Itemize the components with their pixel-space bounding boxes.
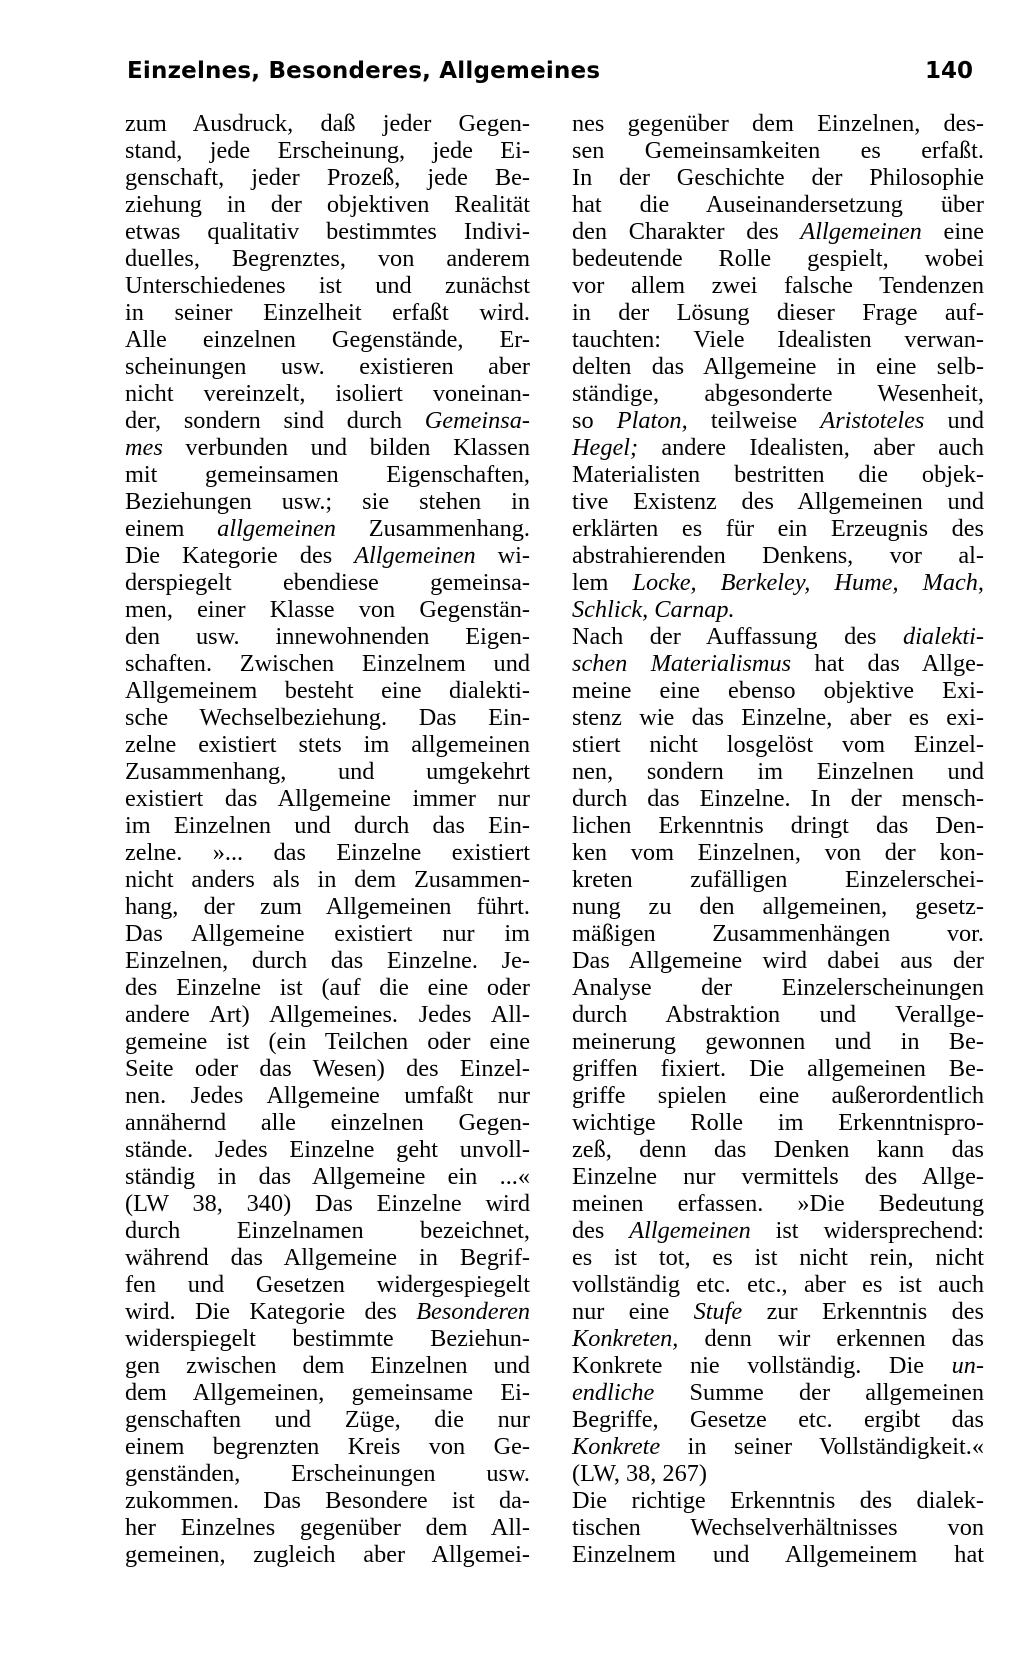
text-line	[572, 1055, 984, 1082]
text-run: nung zu den allgemeinen, gesetz-	[572, 893, 984, 920]
italic-term: Locke, Berkeley, Hume, Mach,	[632, 569, 984, 596]
text-line	[572, 893, 984, 920]
text-line	[572, 542, 984, 569]
text-line	[125, 650, 530, 677]
text-run: Nach der Auffassung des	[572, 623, 904, 650]
text-line	[125, 326, 530, 353]
text-line	[572, 920, 984, 947]
text-run: gen zwischen dem Einzelnen und	[125, 1352, 530, 1379]
text-run: Die Kategorie des	[125, 542, 355, 569]
text-line	[125, 1244, 530, 1271]
text-run: (LW 38, 340) Das Einzelne wird	[125, 1190, 530, 1217]
text-line	[572, 1487, 984, 1514]
text-run: etwas qualitativ bestimmtes Indivi-	[125, 218, 530, 245]
text-line	[125, 110, 530, 137]
text-line	[572, 569, 984, 596]
text-run: annähernd alle einzelnen Gegen-	[125, 1109, 530, 1136]
text-line	[572, 1082, 984, 1109]
text-line	[125, 920, 530, 947]
text-run: hat die Auseinandersetzung über	[572, 191, 984, 218]
text-run: widerspiegelt bestimmte Beziehun-	[125, 1325, 530, 1352]
text-line	[572, 731, 984, 758]
text-run: (LW, 38, 267)	[572, 1460, 707, 1487]
text-run: teilweise	[687, 407, 821, 434]
text-line	[125, 677, 530, 704]
text-run: sen Gemeinsamkeiten es erfaßt.	[572, 137, 984, 164]
text-run: Analyse der Einzelerscheinungen	[572, 974, 984, 1001]
text-run: ziehung in der objektiven Realität	[125, 191, 530, 218]
italic-term: Konkreten,	[572, 1325, 679, 1352]
text-run: nicht vereinzelt, isoliert voneinan-	[125, 380, 530, 407]
text-run: in seiner Einzelheit erfaßt wird.	[125, 299, 530, 326]
text-line	[125, 893, 530, 920]
text-run: andere Art) Allgemeines. Jedes All-	[125, 1001, 530, 1028]
text-line	[572, 1271, 984, 1298]
text-line	[572, 110, 984, 137]
text-run: der, sondern sind durch	[125, 407, 425, 434]
text-line	[572, 947, 984, 974]
text-run: den usw. innewohnenden Eigen-	[125, 623, 530, 650]
text-column-right	[572, 110, 984, 1568]
text-run: meinen erfassen. »Die Bedeutung	[572, 1190, 984, 1217]
text-run: gemeine ist (ein Teilchen oder eine	[125, 1028, 530, 1055]
text-line	[125, 1460, 530, 1487]
text-line	[572, 461, 984, 488]
text-line	[572, 326, 984, 353]
text-line	[572, 488, 984, 515]
text-line	[125, 164, 530, 191]
italic-term: schen Materialismus	[572, 650, 792, 677]
text-line	[125, 218, 530, 245]
text-line	[572, 407, 984, 434]
text-line	[125, 191, 530, 218]
text-run: derspiegelt ebendiese gemeinsa-	[125, 569, 530, 596]
text-run: ständig in das Allgemeine ein ...«	[125, 1163, 530, 1190]
text-line	[572, 758, 984, 785]
text-line	[572, 677, 984, 704]
italic-term: un-	[951, 1352, 984, 1379]
text-run: während das Allgemeine in Begrif-	[125, 1244, 530, 1271]
text-run: Begriffe, Gesetze etc. ergibt das	[572, 1406, 984, 1433]
text-line	[572, 137, 984, 164]
text-line	[572, 434, 984, 461]
text-run: Einzelne nur vermittels des Allge-	[572, 1163, 984, 1190]
text-line	[125, 758, 530, 785]
text-run: und	[924, 407, 984, 434]
italic-term: Allgemeinen	[354, 542, 476, 569]
text-run: durch Abstraktion und Verallge-	[572, 1001, 984, 1028]
text-line	[572, 299, 984, 326]
text-run: sche Wechselbeziehung. Das Ein-	[125, 704, 530, 731]
italic-term: Hegel;	[572, 434, 639, 461]
text-column-left	[125, 110, 530, 1568]
text-run: ständige, abgesonderte Wesenheit,	[572, 380, 984, 407]
text-run: Das Allgemeine existiert nur im	[125, 920, 530, 947]
text-line	[125, 947, 530, 974]
text-line	[125, 299, 530, 326]
italic-term: Aristoteles	[820, 407, 925, 434]
text-run: Zusammenhang.	[335, 515, 530, 542]
text-run: nicht anders als in dem Zusammen-	[125, 866, 530, 893]
text-line	[572, 1298, 984, 1325]
text-run: des	[572, 1217, 630, 1244]
text-run: in der Lösung dieser Frage auf-	[572, 299, 984, 326]
text-run: so	[572, 407, 617, 434]
text-line	[125, 1541, 530, 1568]
text-run: duelles, Begrenztes, von anderem	[125, 245, 530, 272]
text-line	[572, 1001, 984, 1028]
text-line	[125, 866, 530, 893]
text-run: men, einer Klasse von Gegenstän-	[125, 596, 530, 623]
text-run: nen, sondern im Einzelnen und	[572, 758, 984, 785]
text-line	[572, 974, 984, 1001]
text-run: andere Idealisten, aber auch	[638, 434, 984, 461]
italic-term: Stufe	[693, 1298, 743, 1325]
text-run: lem	[572, 569, 633, 596]
italic-term: Platon,	[616, 407, 688, 434]
text-line	[125, 1055, 530, 1082]
page-number: 140	[925, 58, 974, 84]
text-run: durch Einzelnamen bezeichnet,	[125, 1217, 530, 1244]
text-run: existiert das Allgemeine immer nur	[125, 785, 530, 812]
text-run: genständen, Erscheinungen usw.	[125, 1460, 530, 1487]
italic-term: Schlick, Carnap.	[572, 596, 735, 623]
text-line	[125, 1001, 530, 1028]
text-run: im Einzelnen und durch das Ein-	[125, 812, 530, 839]
text-line	[125, 245, 530, 272]
text-line	[125, 731, 530, 758]
text-line	[125, 1028, 530, 1055]
text-line	[572, 650, 984, 677]
text-run: vor allem zwei falsche Tendenzen	[572, 272, 984, 299]
text-line	[572, 218, 984, 245]
text-run: nes gegenüber dem Einzelnen, des-	[572, 110, 984, 137]
text-run: Allgemeinem besteht eine dialekti-	[125, 677, 530, 704]
text-line	[125, 1379, 530, 1406]
text-run: dem Allgemeinen, gemeinsame Ei-	[125, 1379, 530, 1406]
text-line	[125, 1406, 530, 1433]
text-run: ist widersprechend:	[750, 1217, 985, 1244]
text-line	[125, 1325, 530, 1352]
text-run: Summe der allgemeinen	[654, 1379, 984, 1406]
text-line	[572, 1028, 984, 1055]
text-line	[572, 1541, 984, 1568]
text-run: zum Ausdruck, daß jeder Gegen-	[125, 110, 530, 137]
text-run: Konkrete nie vollständig. Die	[572, 1352, 952, 1379]
text-line	[125, 1487, 530, 1514]
text-line	[125, 1217, 530, 1244]
text-line	[125, 1352, 530, 1379]
text-run: zeß, denn das Denken kann das	[572, 1136, 984, 1163]
text-line	[572, 785, 984, 812]
text-run: vollständig etc. etc., aber es ist auch	[572, 1271, 984, 1298]
text-run: Alle einzelnen Gegenstände, Er-	[125, 326, 530, 353]
italic-term: endliche	[572, 1379, 655, 1406]
text-line	[572, 272, 984, 299]
text-line	[572, 1109, 984, 1136]
text-run: In der Geschichte der Philosophie	[572, 164, 984, 191]
text-line	[572, 866, 984, 893]
text-line	[572, 164, 984, 191]
text-line	[125, 407, 530, 434]
text-run: scheinungen usw. existieren aber	[125, 353, 530, 380]
text-run: eine	[921, 218, 985, 245]
text-run: gemeinen, zugleich aber Allgemei-	[125, 1541, 530, 1568]
text-line	[572, 191, 984, 218]
italic-term: Gemeinsa-	[424, 407, 530, 434]
text-run: hat das Allge-	[791, 650, 984, 677]
italic-term: Besonderen	[416, 1298, 530, 1325]
text-line	[125, 623, 530, 650]
text-run: zur Erkenntnis des	[742, 1298, 984, 1325]
text-line	[572, 245, 984, 272]
text-run: zukommen. Das Besondere ist da-	[125, 1487, 530, 1514]
text-run: Das Allgemeine wird dabei aus der	[572, 947, 984, 974]
text-line	[572, 1190, 984, 1217]
text-line	[572, 1136, 984, 1163]
text-line	[572, 839, 984, 866]
text-line	[572, 515, 984, 542]
text-line	[125, 704, 530, 731]
text-line	[572, 623, 984, 650]
text-line	[572, 380, 984, 407]
italic-term: Allgemeinen	[800, 218, 922, 245]
text-run: stenz wie das Einzelne, aber es exi-	[572, 704, 984, 731]
text-line	[125, 1298, 530, 1325]
text-line	[572, 1325, 984, 1352]
text-run: es ist tot, es ist nicht rein, nicht	[572, 1244, 984, 1271]
text-line	[572, 1433, 984, 1460]
text-run: ken vom Einzelnen, von der kon-	[572, 839, 984, 866]
text-line	[125, 1514, 530, 1541]
text-run: genschaften und Züge, die nur	[125, 1406, 530, 1433]
text-line	[125, 434, 530, 461]
text-run: mäßigen Zusammenhängen vor.	[572, 920, 984, 947]
italic-term: Konkrete	[572, 1433, 661, 1460]
italic-term: Allgemeinen	[629, 1217, 751, 1244]
italic-term: dialekti-	[903, 623, 984, 650]
text-run: fen und Gesetzen widergespiegelt	[125, 1271, 530, 1298]
text-run: Zusammenhang, und umgekehrt	[125, 758, 530, 785]
text-line	[125, 812, 530, 839]
text-run: verbunden und bilden Klassen	[162, 434, 530, 461]
text-line	[125, 785, 530, 812]
text-run: wi-	[475, 542, 530, 569]
text-line	[125, 272, 530, 299]
text-run: tauchten: Viele Idealisten verwan-	[572, 326, 984, 353]
text-line	[125, 569, 530, 596]
text-run: Die richtige Erkenntnis des dialek-	[572, 1487, 984, 1514]
text-run: in seiner Vollständigkeit.«	[660, 1433, 984, 1460]
text-line	[572, 1217, 984, 1244]
text-line	[125, 1190, 530, 1217]
text-line	[125, 1082, 530, 1109]
text-run: stand, jede Erscheinung, jede Ei-	[125, 137, 530, 164]
text-line	[125, 353, 530, 380]
text-run: wird. Die Kategorie des	[125, 1298, 417, 1325]
text-run: hang, der zum Allgemeinen führt.	[125, 893, 530, 920]
text-line	[125, 137, 530, 164]
text-run: Einzelnem und Allgemeinem hat	[572, 1541, 984, 1568]
text-line	[572, 1163, 984, 1190]
text-run: kreten zufälligen Einzelerschei-	[572, 866, 984, 893]
text-line	[125, 1109, 530, 1136]
text-line	[125, 839, 530, 866]
running-title: Einzelnes, Besonderes, Allgemeines	[127, 58, 601, 84]
text-run: meine eine ebenso objektive Exi-	[572, 677, 984, 704]
text-run: zelne. »... das Einzelne existiert	[125, 839, 530, 866]
text-line	[572, 353, 984, 380]
text-run: griffen fixiert. Die allgemeinen Be-	[572, 1055, 984, 1082]
text-run: stiert nicht losgelöst vom Einzel-	[572, 731, 984, 758]
text-line	[125, 1433, 530, 1460]
text-line	[125, 515, 530, 542]
text-line	[125, 974, 530, 1001]
text-line	[125, 542, 530, 569]
text-run: bedeutende Rolle gespielt, wobei	[572, 245, 984, 272]
text-line	[125, 1136, 530, 1163]
text-run: Einzelnen, durch das Einzelne. Je-	[125, 947, 530, 974]
text-run: stände. Jedes Einzelne geht unvoll-	[125, 1136, 530, 1163]
text-line	[572, 812, 984, 839]
text-line	[572, 1514, 984, 1541]
text-run: denn wir erkennen das	[678, 1325, 984, 1352]
text-run: durch das Einzelne. In der mensch-	[572, 785, 984, 812]
text-run: delten das Allgemeine in eine selb-	[572, 353, 984, 380]
text-run: tive Existenz des Allgemeinen und	[572, 488, 984, 515]
text-line	[125, 380, 530, 407]
text-line	[125, 488, 530, 515]
text-run: zelne existiert stets im allgemeinen	[125, 731, 530, 758]
text-run: abstrahierenden Denkens, vor al-	[572, 542, 984, 569]
text-line	[125, 1163, 530, 1190]
text-run: nur eine	[572, 1298, 694, 1325]
text-run: des Einzelne ist (auf die eine oder	[125, 974, 530, 1001]
text-run: wichtige Rolle im Erkenntnispro-	[572, 1109, 984, 1136]
text-line	[572, 1460, 984, 1487]
text-run: griffe spielen eine außerordentlich	[572, 1082, 984, 1109]
italic-term: allgemeinen	[217, 515, 336, 542]
text-run: erklärten es für ein Erzeugnis des	[572, 515, 984, 542]
text-run: schaften. Zwischen Einzelnem und	[125, 650, 530, 677]
text-line	[572, 704, 984, 731]
text-line	[125, 1271, 530, 1298]
text-run: nen. Jedes Allgemeine umfaßt nur	[125, 1082, 530, 1109]
text-line	[572, 1406, 984, 1433]
text-line	[125, 596, 530, 623]
text-line	[572, 1244, 984, 1271]
text-run: einem	[125, 515, 218, 542]
text-line	[572, 596, 984, 623]
text-run: genschaft, jeder Prozeß, jede Be-	[125, 164, 530, 191]
italic-term: mes	[125, 434, 163, 461]
text-run: Beziehungen usw.; sie stehen in	[125, 488, 530, 515]
text-line	[572, 1379, 984, 1406]
text-run: Seite oder das Wesen) des Einzel-	[125, 1055, 530, 1082]
text-run: tischen Wechselverhältnisses von	[572, 1514, 984, 1541]
text-line	[125, 461, 530, 488]
text-run: lichen Erkenntnis dringt das Den-	[572, 812, 984, 839]
text-run: her Einzelnes gegenüber dem All-	[125, 1514, 530, 1541]
text-run: einem begrenzten Kreis von Ge-	[125, 1433, 530, 1460]
text-run: Unterschiedenes ist und zunächst	[125, 272, 530, 299]
text-run: mit gemeinsamen Eigenschaften,	[125, 461, 530, 488]
text-run: den Charakter des	[572, 218, 801, 245]
text-line	[572, 1352, 984, 1379]
text-run: Materialisten bestritten die objek-	[572, 461, 984, 488]
text-run: meinerung gewonnen und in Be-	[572, 1028, 984, 1055]
